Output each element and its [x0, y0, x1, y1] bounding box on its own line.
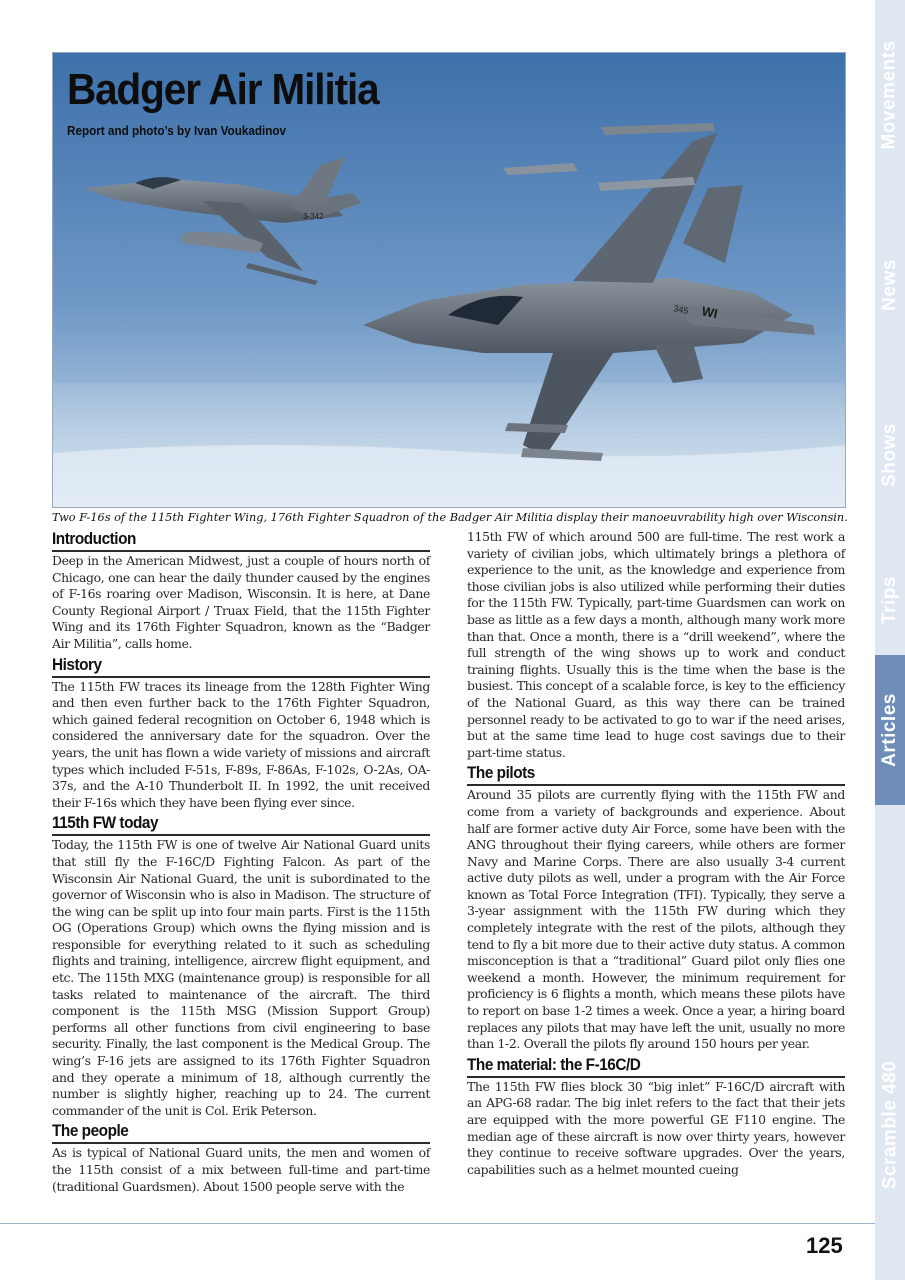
tab-label: News — [879, 259, 901, 311]
article-title: Badger Air Militia — [67, 65, 379, 114]
section-text-introduction: Deep in the American Midwest, just a couple of hours north of Chicago, one can hear the daily thunder caused by the engines of F-16s roaring over Madison, Wisconsin. It is here, at Dane County Regional Airport / Truax Field, that the 115th Fighter Wing and its 176th Fighter Squadron, known as the “Badger Air Militia”, calls home. — [52, 553, 430, 651]
section-text-people: As is typical of National Guard units, the men and women of the 115th consist of a mix between full-time and part-time (traditional Guardsmen). About 1500 people serve with the — [52, 1145, 430, 1194]
section-text-pilots: Around 35 pilots are currently flying with the 115th FW and come from a variety of backgrounds and experience. About half are former active duty Air Force, some have been with the ANG throughout their flying careers, while others are former Navy and Marine Corps. There are also usually 3-4 current active duty pilots as well, under a program with the Air Force known as Total Force Integration (TFI). Typically, they serve a 3-year assignment with the 115th FW during which they completely integrate with the rest of the pilots, although they tend to fly a bit more due to their active duty status. A common misconception is that a “traditional” Guard pilot only flies one weekend a month. However, the minimum requirement for proficiency is 6 flights a month, which means these pilots have to report on base 1-2 times a week. Once a year, a hiring board replaces any pilots that may have left the unit, usually no more than 1-2. Overall the pilots fly around 150 hours per year. — [467, 787, 845, 1052]
article-byline: Report and photo’s by Ivan Voukadinov — [67, 123, 287, 138]
section-heading-material: The material: the F-16C/D — [467, 1055, 845, 1078]
tab-trips[interactable] — [875, 540, 905, 660]
section-text-history: The 115th FW traces its lineage from the 128th Fighter Wing and then even further back to the 176th Fighter Squadron, which gained federal recognition on October 6, 1948 which is considered the anniversary date for the squadron. Over the years, the unit has flown a wide variety of missions and aircraft types which included F-51s, F-89s, F-86As, F-102s, O-2As, OA-37s, and the A-10 Thunderbolt II. In 1992, the unit received their F-16s which they have been flying ever since. — [52, 678, 430, 810]
article-column-right — [467, 529, 845, 1180]
tab-label: Movements — [879, 40, 900, 150]
tab-label: Articles — [879, 693, 901, 767]
tab-label: Scramble 480 — [879, 1060, 900, 1190]
tab-scramble-480[interactable] — [875, 1030, 905, 1220]
section-heading-pilots: The pilots — [467, 763, 845, 786]
left-jet-tail-number: 3-342 — [303, 212, 324, 221]
section-tab-strip — [875, 0, 905, 1280]
section-heading-today: 115th FW today — [52, 813, 430, 836]
section-heading-history: History — [52, 655, 430, 678]
tab-news[interactable] — [875, 215, 905, 355]
photo-caption: Two F-16s of the 115th Fighter Wing, 176th Fighter Squadron of the Badger Air Militia display their manoeuvrability high over Wisconsin. — [52, 511, 848, 524]
tail-code-wi: WI — [700, 303, 720, 322]
tail-serial: 345 — [672, 303, 690, 317]
hero-photo — [52, 52, 846, 508]
f16-formation-illustration — [53, 53, 846, 508]
page-number: 125 — [806, 1233, 843, 1258]
footer-divider — [0, 1223, 875, 1224]
tab-shows[interactable] — [875, 380, 905, 530]
section-text-material: The 115th FW flies block 30 “big inlet” F-16C/D aircraft with an APG-68 radar. The big inlet refers to the fact that their jets are equipped with the more powerful GE F110 engine. The median age of these aircraft is now over thirty years, however they continue to receive software upgrades. Over the years, capabilities such as a helmet mounted cueing — [467, 1078, 845, 1177]
section-heading-introduction: Introduction — [52, 529, 430, 552]
tab-label: Shows — [879, 423, 901, 487]
tab-movements[interactable] — [875, 10, 905, 180]
tab-label: Trips — [879, 576, 900, 624]
section-heading-people: The people — [52, 1121, 430, 1144]
section-text-today: Today, the 115th FW is one of twelve Air National Guard units that still fly the F-16C/D Fighting Falcon. As part of the Wisconsin Air National Guard, the unit is subordinated to the governor of Wisconsin who is also in Madison. The structure of the wing can be split up into four main parts. First is the 115th OG (Operations Group) which owns the flying mission and is responsible for everything related to it such as scheduling flights and training, intelligence, aircrew flight equipment, and etc. The 115th MXG (maintenance group) is responsible for all tasks related to maintenance of the aircraft. The third component is the 115th MSG (Mission Support Group) performs all other functions from civil engineering to base security. Finally, the last component is the Medical Group. The wing’s F-16 jets are assigned to its 176th Fighter Squadron and they operate a minimum of 18, although currently the number is slightly higher, reaching up to 24. The current commander of the unit is Col. Erik Peterson. — [52, 837, 430, 1118]
tab-articles[interactable] — [875, 655, 905, 805]
article-column-left — [52, 529, 430, 1197]
section-text-people-continued: 115th FW of which around 500 are full-time. The rest work a variety of civilian jobs, which ultimately brings a plethora of experience to the unit, as the knowledge and experience from those civilian jobs is also utilized while performing their duties for the 115th FW. Typically, part-time Guardsmen can work on base as little as a few days a month, although many work more than that. Once a month, there is a “drill weekend”, where the full strength of the wing shows up to work and conduct training flights. Usually this is the time when the base is the busiest. This concept of a scalable force, is key to the efficiency of the National Guard, as this way there can be trained personnel ready to be activated to go to war if the need arises, but at the same time lead to huge cost savings due to their part-time status. — [467, 529, 845, 760]
